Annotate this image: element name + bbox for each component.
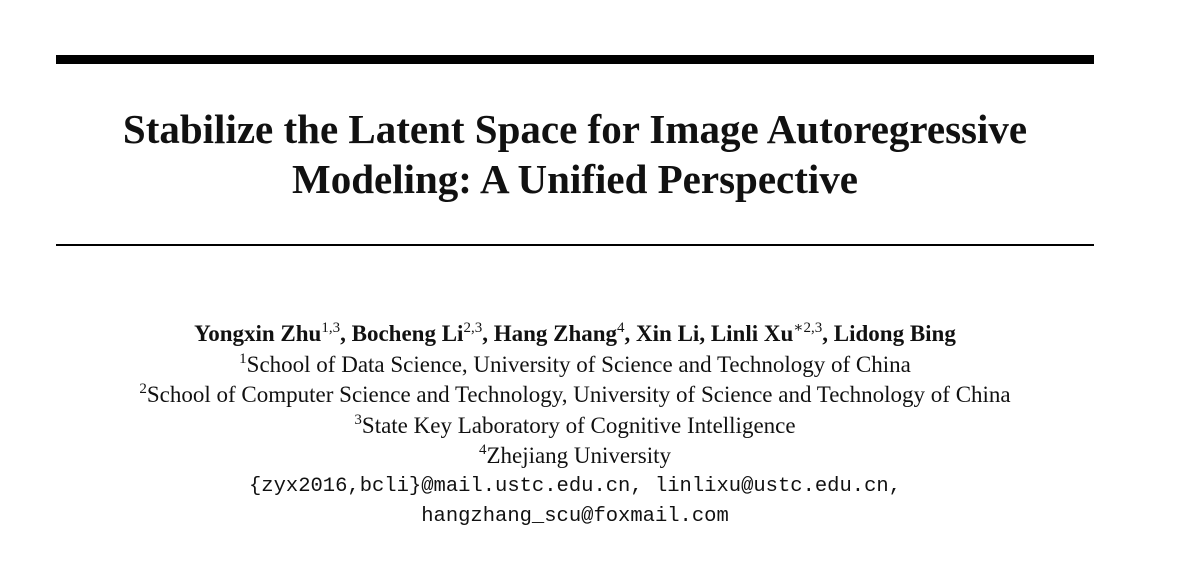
author-name: Yongxin Zhu <box>194 321 322 346</box>
affiliation-marker: 3 <box>354 411 362 428</box>
affiliation-line <box>40 411 1110 442</box>
author-name: Lidong Bing <box>833 321 956 346</box>
affiliation-text: School of Data Science, University of Science and Technology of China <box>246 351 911 377</box>
affiliation-text: Zhejiang University <box>486 443 672 468</box>
affiliation-text: State Key Laboratory of Cognitive Intelligence <box>361 412 796 438</box>
author-list <box>40 319 1110 350</box>
author-affiliation-marker: 1,3 <box>321 320 341 336</box>
affiliation-text: School of Computer Science and Technology, University of Science and Technology of China <box>146 382 1011 407</box>
affiliation-marker: 2 <box>139 381 147 397</box>
author-block <box>40 319 1110 533</box>
author-affiliation-marker: 2,3 <box>463 320 483 336</box>
affiliation-line <box>40 350 1110 381</box>
title-top-rule <box>56 55 1094 64</box>
author-separator: , <box>340 321 352 346</box>
title-line-1: Stabilize the Latent Space for Image Autoregressive <box>122 106 1028 152</box>
author-name: Bocheng Li <box>351 321 464 346</box>
affiliation-marker: 4 <box>478 442 487 458</box>
author-separator: , <box>822 321 834 346</box>
email-line-2: hangzhang_scu@foxmail.com <box>421 505 729 528</box>
author-separator: , <box>699 321 711 346</box>
title-bottom-rule <box>56 244 1094 246</box>
author-name: Linli Xu <box>710 321 794 346</box>
affiliation-line <box>40 380 1110 411</box>
title-line-2: Modeling: A Unified Perspective <box>292 156 858 202</box>
author-affiliation-marker: ∗2,3 <box>793 320 823 336</box>
author-separator: , <box>624 321 637 346</box>
affiliation-marker: 1 <box>239 350 247 367</box>
email-line-1: {zyx2016,bcli}@mail.ustc.edu.cn, linlixu@ustc.edu.cn, <box>248 474 901 498</box>
author-name: Hang Zhang <box>493 321 618 346</box>
author-separator: , <box>482 321 494 346</box>
paper-title <box>56 104 1094 204</box>
author-affiliation-marker: 4 <box>617 320 625 336</box>
author-name: Xin Li <box>636 321 700 346</box>
affiliation-line <box>40 441 1110 472</box>
